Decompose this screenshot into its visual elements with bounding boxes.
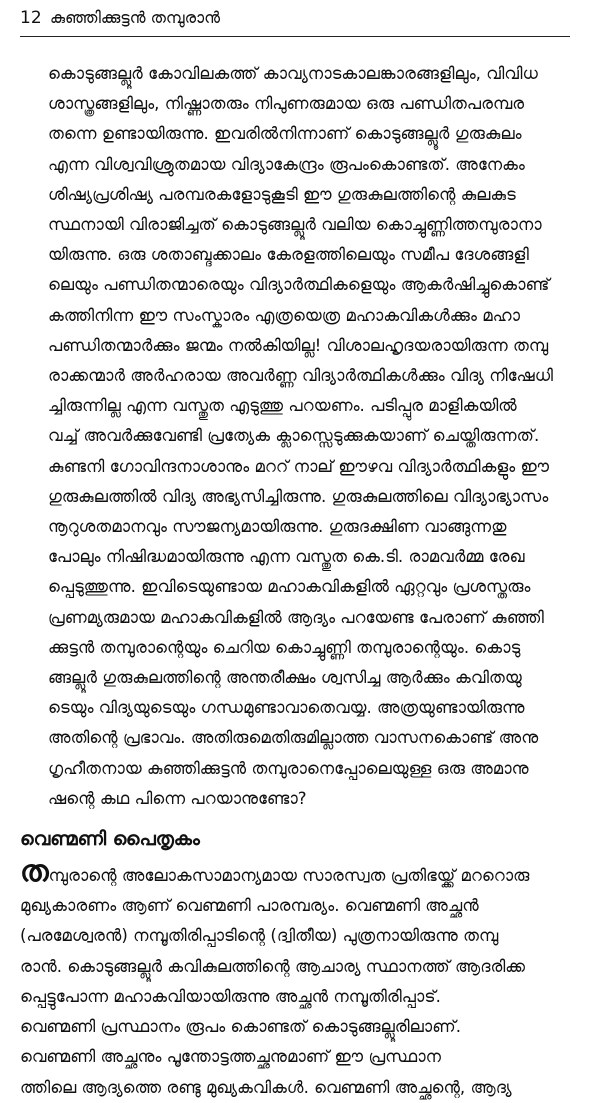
text-line: കൊടുങ്ങല്ലൂർ കോവിലകത്ത് കാവ്യനാടകാലങ്കാരങ്ങളിലും, വിവിധ: [48, 64, 538, 83]
text-line: പോലും നിഷിദ്ധമായിരുന്നു എന്ന വസ്തുത കെ.ടി. രാമവർമ്മ രേഖ: [48, 547, 525, 567]
text-line: പ്രണമ്യരുമായ മഹാകവികളിൽ ആദ്യം പറയേണ്ട പേരാണ് കുഞ്ഞി: [48, 607, 544, 627]
text-line: രാക്കന്മാർ അർഹരായ അവർണ്ണ വിദ്യാർത്ഥികൾക്കും വിദ്യ നിഷേധി: [48, 366, 554, 386]
text-line: പ്പെടുത്തുന്നു. ഇവിടെയുണ്ടായ മഹാകവികളിൽ ഏറ്റവും പ്രശസ്തരും: [48, 577, 531, 597]
text-line: പണ്ഡിതന്മാർക്കും ജന്മം നൽകിയില്ല! വിശാലഹൃദയരായിരുന്ന തമ്പു: [48, 335, 549, 355]
section-heading: വെണ്മണി പൈതൃകം: [20, 828, 200, 851]
text-line: സ്ഥനായി വിരാജിച്ചത് കൊടുങ്ങല്ലൂർ വലിയ കൊച്ചുണ്ണിത്തമ്പുരാനാ: [48, 215, 542, 235]
text-line: ശിഷ്യപ്രശിഷ്യ പരമ്പരകളോടുകൂടി ഈ ഗുരുകുലത്തിന്റെ കുലകുട: [48, 184, 516, 204]
text-line: വച്ച് അവർക്കുവേണ്ടി പ്രത്യേക ക്ലാസ്സെടുക്കുകയാണ് ചെയ്തിരുന്നത്.: [48, 426, 540, 446]
text-line: എന്ന വിശ്വവിശ്രുതമായ വിദ്യാകേന്ദ്രം രൂപംകൊണ്ടത്. അനേകം: [48, 154, 525, 174]
text-line: ശാസ്ത്രങ്ങളിലും, നിഷ്ണാതരും നിപുണരുമായ ഒരു പണ്ഡിതപരമ്പര: [48, 94, 525, 114]
text-line: ങ്ങല്ലൂർ ഗുരുകുലത്തിന്റെ അന്തരീക്ഷം ശ്വസിച്ച ആർക്കും കവിതയു: [48, 668, 522, 688]
text-line: മുഖ്യകാരണം ആണ് വെണ്മണി പാരമ്പര്യം. വെണ്മണി അച്ഛൻ: [20, 896, 479, 916]
paragraph-first-line: [20, 858, 578, 891]
text-line: ടെയും വിദ്യയുടെയും ഗന്ധമുണ്ടാവാതെവയ്യ. അത്രയുണ്ടായിരുന്നു: [48, 698, 525, 718]
body-paragraph-2: [20, 858, 578, 1103]
text-line: യിരുന്നു. ഒരു ശതാബ്ദക്കാലം കേരളത്തിലെയും സമീപ ദേശങ്ങളി: [48, 245, 529, 265]
text-line: ക്കുട്ടൻ തമ്പുരാന്റെയും ചെറിയ കൊച്ചുണ്ണി തമ്പുരാന്റെയും. കൊടു: [48, 637, 521, 657]
text-line: തന്നെ ഉണ്ടായിരുന്നു. ഇവരിൽനിന്നാണ് കൊടുങ്ങല്ലൂർ ഗുരുകുലം: [48, 124, 522, 144]
text-line: ഷന്റെ കഥ പിന്നെ പറയാനുണ്ടോ?: [48, 788, 307, 808]
text-line: വെണ്മണി അച്ഛനും പൂന്തോട്ടത്തച്ഛനുമാണ് ഈ പ്രസ്ഥാന: [20, 1047, 442, 1067]
text-line: രാൻ. കൊടുങ്ങല്ലൂർ കവികുലത്തിന്റെ ആചാര്യ സ്ഥാനത്ത് ആദരിക്ക: [20, 956, 526, 976]
text-line: വെണ്മണി പ്രസ്ഥാനം രൂപം കൊണ്ടത് കൊടുങ്ങല്ലൂരിലാണ്.: [20, 1017, 461, 1037]
text-line: ഗൃഹീതനായ കുഞ്ഞിക്കുട്ടൻ തമ്പുരാനെപ്പോലെയുള്ള ഒരു അമാനു: [48, 758, 529, 778]
running-title: കുഞ്ഞിക്കുട്ടൻ തമ്പുരാൻ: [50, 8, 221, 27]
text-line: ത്തിലെ ആദ്യത്തെ രണ്ടു മുഖ്യകവികൾ. വെണ്മണി അച്ഛന്റെ, ആദ്യ: [20, 1077, 512, 1097]
text-line: ഗുരുകുലത്തിൽ വിദ്യ അഭ്യസിച്ചിരുന്നു. ഗുരുകുലത്തിലെ വിദ്യാഭ്യാസം: [48, 486, 549, 506]
first-line-text: മ്പുരാന്റെ അലോകസാമാന്യമായ സാരസ്വത പ്രതിഭയ്ക്ക് മററൊരു: [48, 866, 530, 886]
text-line: ച്ചിരുന്നില്ല എന്ന വസ്തുത എടുത്തു പറയണം. പടിപ്പുര മാളികയിൽ: [48, 396, 517, 416]
page-number: 12: [20, 8, 42, 28]
text-line: ലെയും പണ്ഡിതന്മാരെയും വിദ്യാർത്ഥികളെയും ആകർഷിച്ചുകൊണ്ട്: [48, 275, 550, 295]
body-paragraph-1: [20, 59, 578, 814]
text-line: അതിന്റെ പ്രഭാവം. അതിരുമെതിരുമില്ലാത്ത വാസനകൊണ്ട് അനു: [48, 728, 539, 748]
drop-cap: ത: [20, 858, 49, 890]
text-line: നൂറുശതമാനവും സൗജന്യമായിരുന്നു. ഗുരുദക്ഷിണ വാങ്ങുന്നതു: [48, 517, 507, 537]
text-line: പ്പെട്ടുപോന്ന മഹാകവിയായിരുന്നു അച്ഛൻ നമ്പൂതിരിപ്പാട്.: [20, 986, 441, 1006]
text-line: (പരമേശ്വരൻ) നമ്പൂതിരിപ്പാടിന്റെ (ദ്വിതീയ) പുത്രനായിരുന്നു തമ്പു: [20, 926, 499, 946]
text-line: കത്തിനിന്ന ഈ സംസ്കാരം എത്രയെത്ര മഹാകവികൾക്കും മഹാ: [48, 305, 521, 325]
text-line: കുണ്ടനി ഗോവിന്ദനാശാനും മററ് നാല് ഈഴവ വിദ്യാർത്ഥികളും ഈ: [48, 456, 550, 476]
running-header: [20, 8, 570, 37]
